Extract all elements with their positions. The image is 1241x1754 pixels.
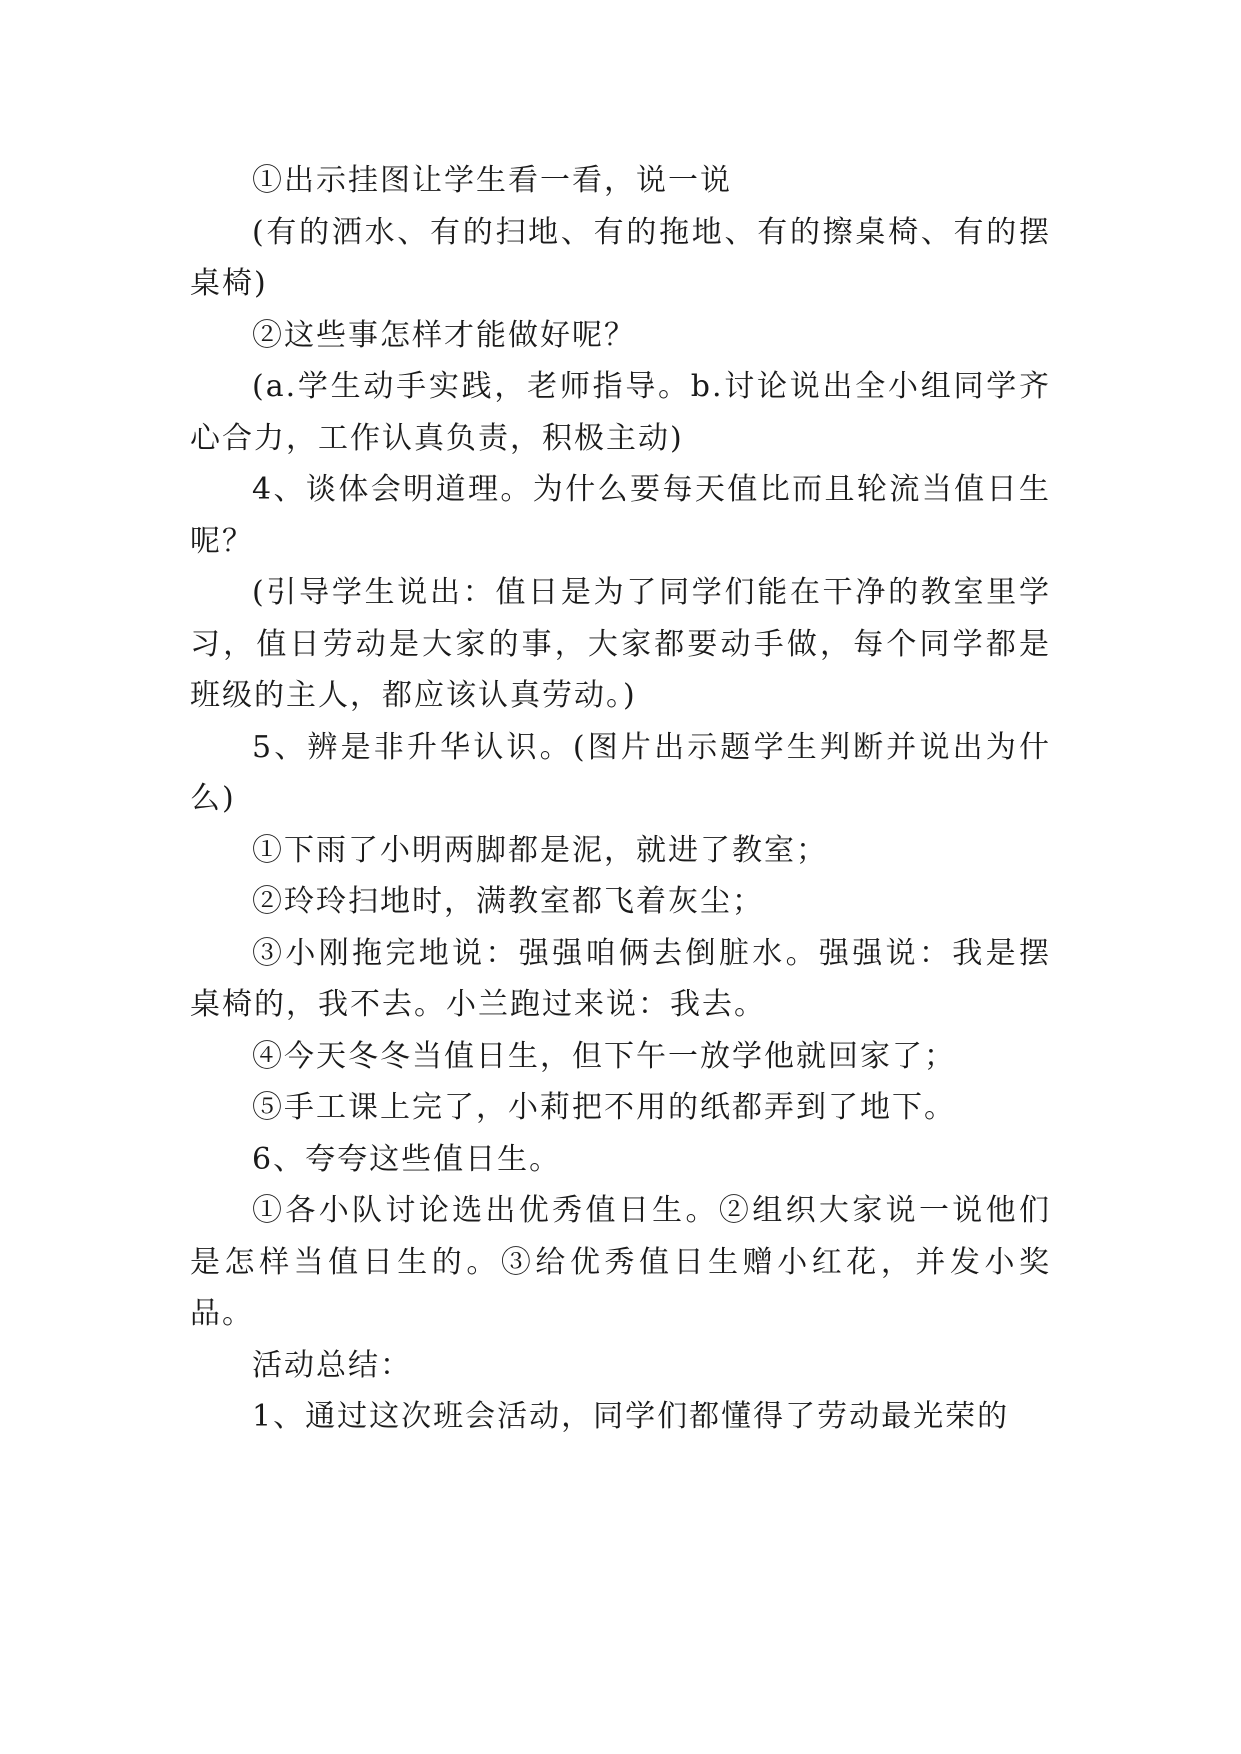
paragraph-14: ①各小队讨论选出优秀值日生。②组织大家说一说他们是怎样当值日生的。③给优秀值日生赠小红花，并发小奖品。 <box>190 1193 1051 1331</box>
paragraph-6: (引导学生说出：值日是为了同学们能在干净的教室里学习，值日劳动是大家的事，大家都要动手做，每个同学都是班级的主人，都应该认真劳动。) <box>190 575 1051 713</box>
paragraph-1: ①出示挂图让学生看一看，说一说 <box>252 163 732 198</box>
paragraph-15: 活动总结： <box>252 1347 412 1383</box>
paragraph-13: 6、夸夸这些值日生。 <box>252 1141 562 1177</box>
paragraph-2: (有的洒水、有的扫地、有的拖地、有的擦桌椅、有的摆桌椅) <box>190 214 1051 301</box>
paragraph-5: 4、谈体会明道理。为什么要每天值比而且轮流当值日生呢？ <box>190 472 1051 559</box>
paragraph-12: ⑤手工课上完了，小莉把不用的纸都弄到了地下。 <box>252 1090 956 1125</box>
paragraph-4: (a.学生动手实践，老师指导。b.讨论说出全小组同学齐心合力，工作认真负责，积极主动) <box>190 369 1051 456</box>
paragraph-9: ②玲玲扫地时，满教室都飞着灰尘； <box>252 884 764 919</box>
paragraph-7: 5、辨是非升华认识。(图片出示题学生判断并说出为什么) <box>190 729 1051 816</box>
paragraph-10: ③小刚拖完地说：强强咱俩去倒脏水。强强说：我是摆桌椅的，我不去。小兰跑过来说：我去。 <box>190 935 1051 1022</box>
paragraph-16: 1、通过这次班会活动，同学们都懂得了劳动最光荣的 <box>252 1399 1010 1434</box>
paragraph-8: ①下雨了小明两脚都是泥，就进了教室； <box>252 832 828 868</box>
paragraph-11: ④今天冬冬当值日生，但下午一放学他就回家了； <box>252 1038 956 1074</box>
paragraph-3: ②这些事怎样才能做好呢？ <box>252 317 636 353</box>
document-body <box>190 155 1051 1443</box>
